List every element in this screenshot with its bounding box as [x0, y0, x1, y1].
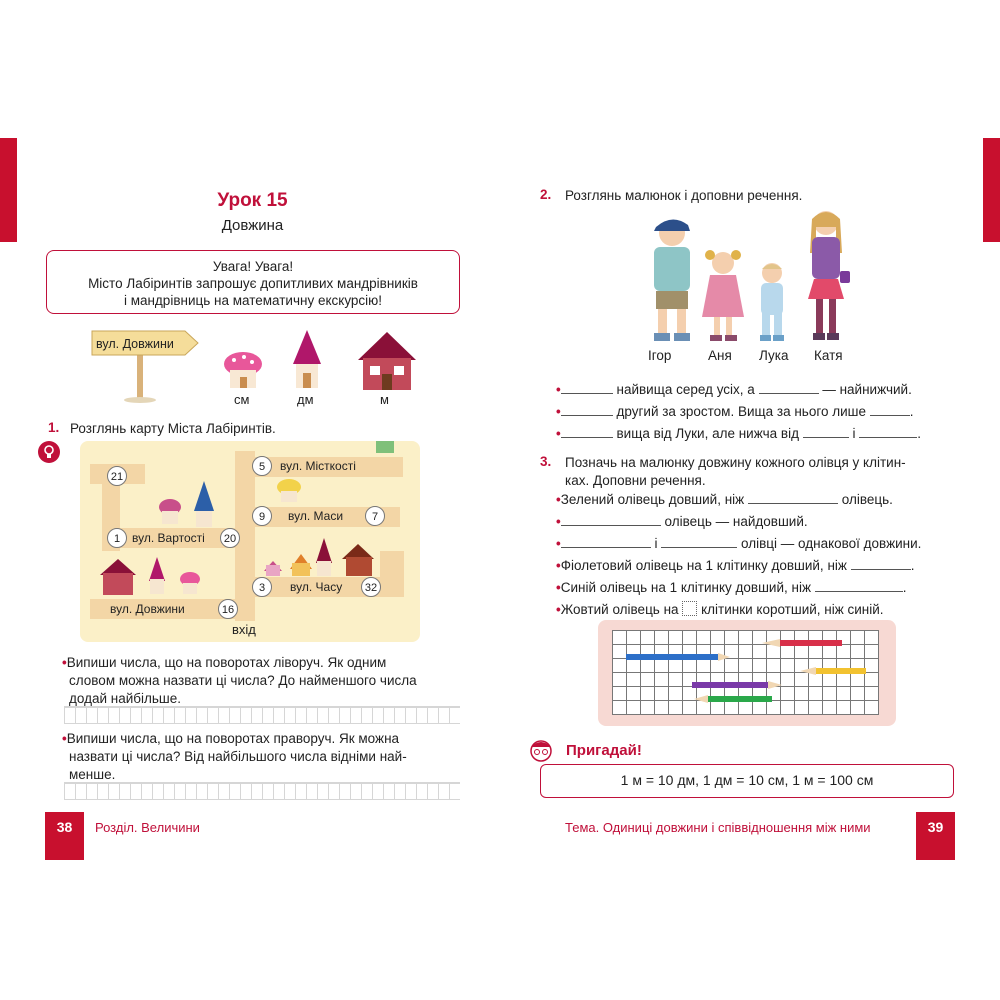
blank[interactable]	[561, 425, 613, 438]
s1-text-a: найвища серед усіх, а	[616, 382, 755, 397]
map-number-20: 20	[220, 528, 240, 548]
pencil-grid-panel	[598, 620, 896, 726]
page-number-right: 39	[916, 812, 955, 860]
task-3-bullet-6: •Жовтий олівець на клітинки коротший, ніж синій.	[556, 602, 884, 617]
b1-text-b: олівець.	[841, 492, 893, 507]
task-2-text: Розглянь малюнок і доповни речення.	[565, 188, 803, 203]
girl-face-icon	[522, 737, 560, 763]
unit-cm: см	[234, 392, 250, 407]
b3-text-a: і	[654, 536, 658, 551]
b1-text-a: Зелений олівець довший, ніж	[560, 492, 745, 507]
blank[interactable]	[661, 535, 737, 548]
green-pencil	[694, 695, 772, 703]
yellow-pencil	[800, 667, 866, 675]
blank[interactable]	[859, 425, 917, 438]
children-illustration	[630, 205, 870, 347]
task-1-question-1: •Випиши числа, що на поворотах ліворуч. Як одним словом можна назвати ці числа? До найменшого числа додай найбільше.	[62, 654, 462, 708]
blank[interactable]	[561, 381, 613, 394]
answer-line-2[interactable]	[64, 782, 460, 800]
q1-line-2: словом можна назвати ці числа? До найменшого числа	[69, 673, 417, 688]
notice-line-1: Увага! Увага!	[212, 259, 294, 274]
map-number-21: 21	[107, 466, 127, 486]
footer-topic: Тема. Одиниці довжини і співвідношення між ними	[565, 820, 871, 835]
blank[interactable]	[561, 403, 613, 416]
remind-box: 1 м = 10 дм, 1 дм = 10 см, 1 м = 100 см	[540, 764, 954, 798]
s3-text-b: і	[852, 426, 856, 441]
map-number-1: 1	[107, 528, 127, 548]
map-number-16: 16	[218, 599, 238, 619]
blank[interactable]	[759, 381, 819, 394]
task-3-bullet-1: •Зелений олівець довший, ніж олівець.	[556, 492, 893, 507]
footer-section: Розділ. Величини	[95, 820, 200, 835]
task-3-bullet-4: •Фіолетовий олівець на 1 клітинку довший, ніж .	[556, 558, 915, 573]
blank[interactable]	[851, 557, 911, 570]
b2-text: олівець — найдовший.	[664, 514, 808, 529]
sign-label: вул. Довжини	[96, 337, 174, 351]
blank[interactable]	[561, 513, 661, 526]
street-vartosti: вул. Вартості	[132, 531, 205, 545]
blank[interactable]	[561, 535, 651, 548]
pencil-grid	[612, 630, 879, 715]
q2-line-1: Випиши числа, що на поворотах праворуч. Як можна	[66, 731, 400, 746]
blank[interactable]	[803, 425, 849, 438]
task-2-sentence-2: • другий за зростом. Вища за нього лише .	[556, 404, 914, 419]
map-number-32: 32	[361, 577, 381, 597]
blue-pencil	[626, 653, 730, 661]
b6-text-a: Жовтий олівець на	[560, 602, 679, 617]
street-chasu: вул. Часу	[290, 580, 343, 594]
task-3-bullet-2: • олівець — найдовший.	[556, 514, 808, 529]
s1-text-b: — найнижчий.	[822, 382, 912, 397]
notice-box	[46, 250, 460, 314]
map-number-5: 5	[252, 456, 272, 476]
lesson-subtitle: Довжина	[221, 217, 284, 234]
b5-text: Синій олівець на 1 клітинку довший, ніж	[560, 580, 812, 595]
s3-text-a: вища від Луки, але нижча від	[616, 426, 799, 441]
blank[interactable]	[815, 579, 903, 592]
kid-name-anya: Аня	[708, 348, 732, 363]
lesson-title: Урок 15	[217, 190, 288, 211]
left-edge-tab	[0, 138, 17, 242]
medium-house-icon	[290, 328, 324, 390]
unit-m: м	[380, 392, 389, 407]
notice-line-2: Місто Лабіринтів запрошує допитливих мандрівників	[88, 276, 418, 291]
task-3-text	[565, 454, 960, 490]
purple-pencil	[692, 681, 782, 689]
task-2-sentence-1: • найвища серед усіх, а — найнижчий.	[556, 382, 912, 397]
task-2-number: 2.	[540, 187, 552, 202]
lightbulb-icon	[37, 440, 61, 464]
q2-line-3: менше.	[69, 767, 116, 782]
task-1-number: 1.	[48, 420, 60, 435]
q1-line-3: додай найбільше.	[69, 691, 182, 706]
right-edge-tab	[983, 138, 1000, 242]
street-dovzhyny: вул. Довжини	[110, 602, 185, 616]
remind-title: Пригадай!	[566, 742, 642, 759]
page-number-left: 38	[45, 812, 84, 860]
task-1-question-2: •Випиши числа, що на поворотах праворуч. Як можна назвати ці числа? Від найбільшого числа відніми най- менше.	[62, 730, 462, 784]
b4-text: Фіолетовий олівець на 1 клітинку довший, ніж	[560, 558, 847, 573]
b3-text-b: олівці — однакової довжини.	[741, 536, 922, 551]
kid-name-luka: Лука	[759, 348, 789, 363]
map-entrance: вхід	[232, 622, 256, 637]
notice-line-3: і мандрівниць на математичну екскурсію!	[123, 293, 383, 308]
map-number-7: 7	[365, 506, 385, 526]
kid-name-igor: Ігор	[648, 348, 672, 363]
s2-text-a: другий за зростом. Вища за нього лише	[616, 404, 866, 419]
small-house-icon	[222, 350, 264, 390]
map-number-9: 9	[252, 506, 272, 526]
city-map	[80, 441, 420, 642]
task-1-text: Розглянь карту Міста Лабіринтів.	[70, 421, 276, 436]
blank[interactable]	[748, 491, 838, 504]
street-mistkosti: вул. Місткості	[280, 459, 356, 473]
b6-text-b: клітинки коротший, ніж синій.	[701, 602, 884, 617]
blank[interactable]	[870, 403, 910, 416]
task-2-sentence-3: • вища від Луки, але нижча від і .	[556, 426, 922, 441]
q1-line-1: Випиши числа, що на поворотах ліворуч. Як одним	[66, 655, 387, 670]
large-house-icon	[356, 330, 418, 392]
unit-dm: дм	[297, 392, 314, 407]
task-3-number: 3.	[540, 454, 552, 469]
q2-line-2: назвати ці числа? Від найбільшого числа відніми най-	[69, 749, 407, 764]
task-3-bullet-5: •Синій олівець на 1 клітинку довший, ніж .	[556, 580, 907, 595]
red-pencil	[762, 639, 842, 647]
answer-box[interactable]	[682, 601, 697, 616]
street-masy: вул. Маси	[288, 509, 344, 523]
answer-line-1[interactable]	[64, 706, 460, 724]
map-number-3: 3	[252, 577, 272, 597]
pencils	[612, 630, 878, 714]
task-3-bullet-3: • і олівці — однакової довжини.	[556, 536, 922, 551]
task-3-line-2: ках. Доповни речення.	[565, 473, 706, 488]
task-3-line-1: Позначь на малюнку довжину кожного олівця у клітин-	[565, 455, 906, 470]
map-houses	[80, 441, 420, 642]
kid-name-katya: Катя	[814, 348, 843, 363]
